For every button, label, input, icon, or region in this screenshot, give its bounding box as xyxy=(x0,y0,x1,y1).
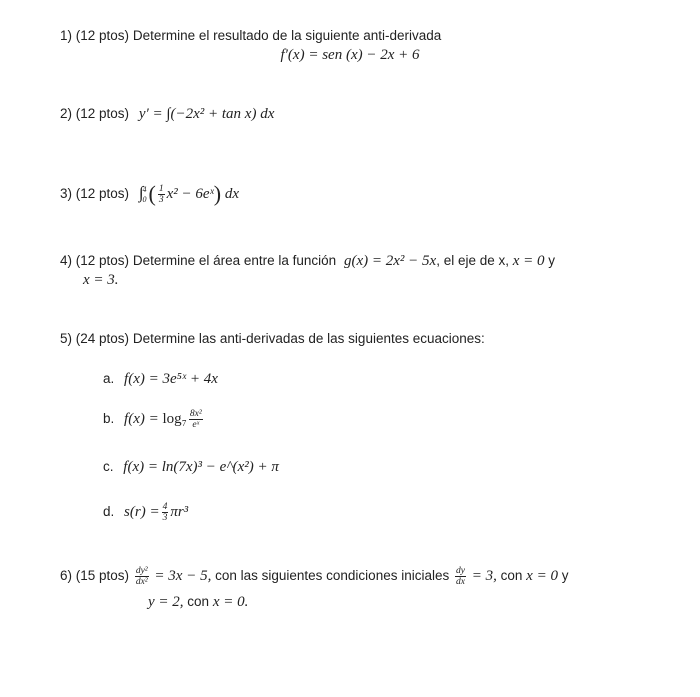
question-6 xyxy=(60,566,568,587)
question-2-points: (12 ptos) xyxy=(75,106,130,121)
fraction-denominator: eˣ xyxy=(192,420,200,430)
question-6-text2: con xyxy=(500,568,523,584)
item-lhs: s(r) = xyxy=(124,504,160,521)
question-6-line-2 xyxy=(148,594,248,611)
fraction-numerator: dy xyxy=(456,566,465,576)
item-lhs: f(x) = xyxy=(123,459,158,475)
question-4-number: 4) xyxy=(60,253,73,268)
question-6-equation: = 3x − 5, xyxy=(154,568,212,585)
question-4-function: g(x) = 2x² − 5x xyxy=(343,253,437,269)
item-letter: b. xyxy=(103,411,115,427)
question-4-text2: , el eje de x, xyxy=(436,253,509,268)
question-3 xyxy=(60,181,239,207)
question-4-points: (12 ptos) xyxy=(75,253,130,268)
item-letter: c. xyxy=(103,459,114,474)
item-letter: d. xyxy=(103,504,115,520)
question-6-number: 6) xyxy=(60,568,73,584)
question-6-condition-2: y = 2, xyxy=(148,594,184,610)
lower-limit: 0 xyxy=(142,194,147,204)
question-5-text: Determine las anti-derivadas de las siguientes ecuaciones: xyxy=(132,331,485,346)
item-fraction xyxy=(189,409,203,430)
question-6-condition-x: x = 0 xyxy=(526,568,558,585)
question-5-item-d xyxy=(103,502,188,523)
fraction-numerator: 4 xyxy=(162,502,168,512)
question-2-formula: y′ = ∫(−2x² + tan x) dx xyxy=(138,106,275,122)
question-1-formula: f′(x) = sen (x) − 2x + 6 xyxy=(280,47,420,63)
fraction-numerator: 1 xyxy=(158,184,164,195)
item-rhs: log₇ xyxy=(162,411,187,428)
question-3-points: (12 ptos) xyxy=(75,186,130,201)
right-paren: ) xyxy=(213,181,222,206)
question-5-points: (24 ptos) xyxy=(75,331,130,346)
differential: dx xyxy=(224,186,239,202)
question-2 xyxy=(60,106,274,123)
fraction-denominator: dx xyxy=(456,577,465,587)
item-rhs: 3e⁵ˣ + 4x xyxy=(162,371,218,387)
question-5-number: 5) xyxy=(60,331,73,346)
item-lhs: f(x) = xyxy=(124,371,159,387)
question-6-text: con las siguientes condiciones iniciales xyxy=(215,568,450,584)
fraction-one-third xyxy=(158,184,165,205)
upper-limit: 4 xyxy=(142,184,147,194)
question-6-points: (15 ptos) xyxy=(75,568,130,584)
question-6-line2-eq: x = 0. xyxy=(212,594,249,610)
question-5-item-c xyxy=(103,459,279,476)
fraction-denominator: 3 xyxy=(162,513,168,523)
question-6-line2-text: con xyxy=(187,594,210,609)
item-fraction xyxy=(162,502,169,523)
left-paren: ( xyxy=(148,181,156,206)
question-6-condition-1: = 3, xyxy=(471,568,497,585)
question-4-bound-2: x = 3. xyxy=(83,272,119,288)
fraction-numerator: dy² xyxy=(135,566,148,576)
first-derivative-fraction xyxy=(455,566,466,587)
second-derivative-fraction xyxy=(135,566,149,587)
fraction-denominator: 3 xyxy=(158,195,164,206)
question-5-item-b xyxy=(103,409,205,430)
question-3-number: 3) xyxy=(60,186,73,201)
integral-limits xyxy=(143,185,147,205)
item-letter: a. xyxy=(103,371,115,386)
question-5-item-a xyxy=(103,371,218,388)
question-1-points: (12 ptos) xyxy=(75,28,130,43)
question-1-number: 1) xyxy=(60,28,73,43)
fraction-denominator: dx² xyxy=(135,577,148,587)
question-1 xyxy=(60,28,441,43)
integral-sign: ∫ xyxy=(138,183,144,202)
item-rhs: ln(7x)³ − e^(x²) + π xyxy=(161,459,279,475)
question-4-bound-1: x = 0 xyxy=(512,253,545,269)
question-3-formula xyxy=(138,181,239,206)
fraction-numerator: 8x² xyxy=(189,409,202,419)
question-4 xyxy=(60,253,555,270)
question-4-text3: y xyxy=(548,253,556,268)
question-4-text: Determine el área entre la función xyxy=(132,253,337,268)
item-lhs: f(x) = xyxy=(124,411,159,428)
question-6-text3: y xyxy=(561,568,569,584)
question-1-text: Determine el resultado de la siguiente anti-derivada xyxy=(132,28,442,43)
integrand-tail: x² − 6eˣ xyxy=(166,186,214,202)
question-2-number: 2) xyxy=(60,106,73,121)
question-5 xyxy=(60,331,485,346)
item-rhs: πr³ xyxy=(170,504,189,521)
